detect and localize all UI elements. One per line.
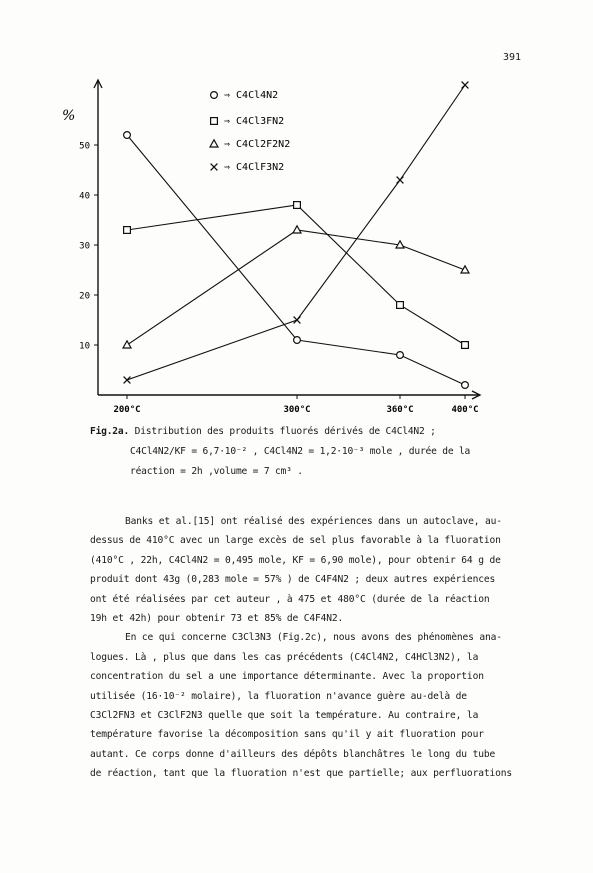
legend: [210, 90, 290, 173]
marker-triangle: [123, 341, 131, 348]
body-line: produit dont 43g (0,283 mole = 57% ) de C4F4N2 ; deux autres expériences: [90, 574, 496, 586]
body-line: (410°C , 22h, C4Cl4N2 = 0,495 mole, KF = 6,90 mole), pour obtenir 64 g de: [90, 554, 501, 566]
legend-label: ⇒ C4Cl3FN2: [224, 116, 285, 127]
line-chart: [0, 0, 593, 430]
body-line: de réaction, tant que la fluoration n'est que partielle; aux perfluorations: [90, 768, 512, 780]
caption-label: Fig.2a.: [90, 426, 130, 437]
marker-cross: [397, 177, 404, 184]
marker-triangle: [293, 226, 301, 233]
x-tick-label: 200°C: [113, 405, 141, 415]
marker-cross: [124, 377, 131, 384]
marker-triangle: [210, 140, 218, 147]
marker-circle: [294, 337, 301, 344]
marker-square: [124, 227, 131, 234]
y-ticks: [79, 142, 98, 352]
body-line: dessus de 410°C avec un large excès de sel plus favorable à la fluoration: [90, 535, 501, 547]
series-line: [127, 205, 465, 345]
series-line: [127, 135, 465, 385]
y-tick-label: 30: [79, 241, 90, 252]
y-axis-label: %: [62, 108, 76, 124]
caption-line-2: C4Cl4N2/KF = 6,7·10⁻² , C4Cl4N2 = 1,2·10⁻³ mole , durée de la: [130, 446, 471, 457]
marker-square: [294, 202, 301, 209]
y-tick-label: 10: [79, 341, 90, 352]
legend-label: ⇒ C4Cl4N2: [224, 90, 279, 101]
body-line: logues. Là , plus que dans les cas précédents (C4Cl4N2, C4HCl3N2), la: [90, 651, 479, 663]
x-ticks: [113, 395, 478, 415]
legend-label: ⇒ C4Cl2F2N2: [224, 139, 291, 150]
marker-circle: [124, 132, 131, 139]
marker-square: [211, 118, 218, 125]
caption-text-1: Distribution des produits fluorés dérivés de C4Cl4N2 ;: [134, 426, 436, 437]
body-line: Banks et al.[15] ont réalisé des expériences dans un autoclave, au-: [125, 516, 502, 527]
marker-square: [397, 302, 404, 309]
marker-circle: [462, 382, 469, 389]
marker-cross: [294, 317, 301, 324]
body-line: En ce qui concerne C3Cl3N3 (Fig.2c), nous avons des phénomènes ana-: [125, 632, 502, 644]
marker-circle: [211, 92, 218, 99]
body-line: ont été réalisées par cet auteur , à 475 et 480°C (durée de la réaction: [90, 593, 490, 605]
marker-circle: [397, 352, 404, 359]
page-number: 391: [503, 52, 522, 63]
body-line: autant. Ce corps donne d'ailleurs des dépôts blanchâtres le long du tube: [90, 748, 496, 760]
body-line: utilisée (16·10⁻² molaire), la fluoration n'avance guère au-delà de: [90, 690, 467, 702]
series-markers: [123, 82, 469, 389]
caption-line-3: réaction = 2h ,volume = 7 cm³ .: [130, 466, 303, 477]
legend-label: ⇒ C4ClF3N2: [224, 162, 285, 173]
chart-axes: [94, 80, 480, 399]
body-text: [90, 512, 510, 784]
x-tick-label: 360°C: [386, 405, 414, 415]
x-tick-label: 300°C: [283, 405, 311, 415]
body-line: température favorise la décomposition sans qu'il y ait fluoration pour: [90, 729, 484, 741]
body-line: C3Cl2FN3 et C3ClF2N3 quelle que soit la température. Au contraire, la: [90, 710, 479, 722]
marker-square: [462, 342, 469, 349]
y-tick-label: 40: [79, 191, 90, 202]
marker-cross: [462, 82, 469, 89]
y-tick-label: 20: [79, 291, 90, 302]
y-tick-label: 50: [79, 141, 90, 152]
x-tick-label: 400°C: [451, 405, 479, 415]
body-line: 19h et 42h) pour obtenir 73 et 85% de C4F4N2.: [90, 613, 344, 625]
caption-line-1: [90, 426, 436, 437]
body-line: concentration du sel a une importance déterminante. Avec la proportion: [90, 671, 484, 683]
marker-cross: [211, 164, 218, 171]
series-line: [127, 230, 465, 345]
